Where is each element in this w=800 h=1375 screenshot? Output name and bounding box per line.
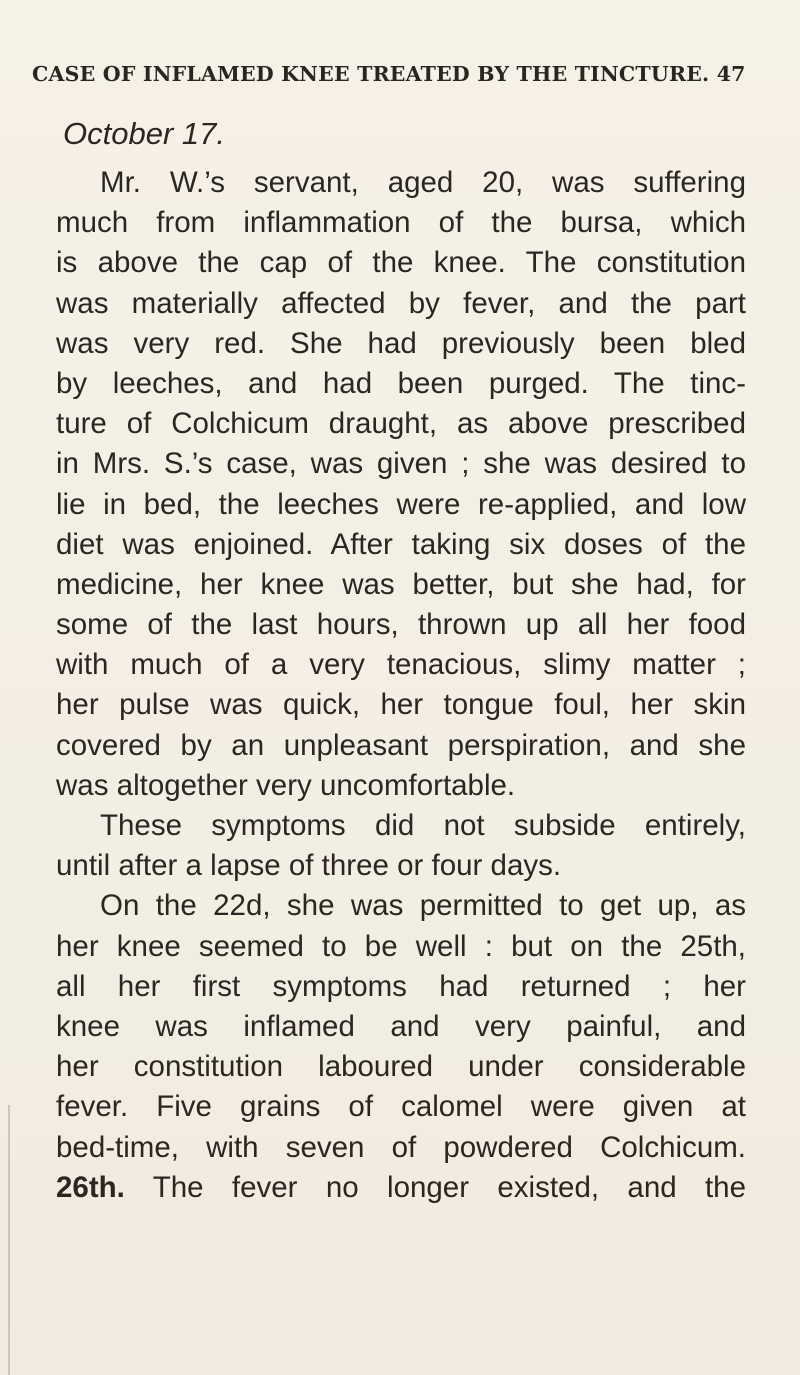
text-line: Mr. W.’s servant, aged 20, was suffering: [100, 166, 746, 199]
text-line: her constitution laboured under considerable: [56, 1050, 746, 1084]
text-line: in Mrs. S.’s case, was given ; she was desired to: [56, 447, 746, 481]
text-line: medicine, her knee was better, but she had, for: [56, 567, 746, 601]
text-line: with much of a very tenacious, slimy matter ;: [56, 648, 746, 682]
final-line-text: The fever no longer existed, and the: [152, 1170, 746, 1204]
date-heading: October 17.: [63, 116, 225, 151]
text-line: fever. Five grains of calomel were given at: [56, 1090, 746, 1124]
text-line: On the 22d, she was permitted to get up, as: [100, 889, 746, 923]
text-line: These symptoms did not subside entirely,: [100, 809, 746, 842]
date-26th: 26th.: [56, 1170, 125, 1204]
text-line: her pulse was quick, her tongue foul, her skin: [56, 688, 746, 722]
body-text: [56, 163, 746, 1208]
text-line: bed-time, with seven of powdered Colchicum.: [56, 1130, 746, 1164]
running-head: CASE OF INFLAMED KNEE TREATED BY THE TINCTURE. 47: [32, 62, 746, 86]
text-line: lie in bed, the leeches were re-applied, and low: [56, 487, 746, 521]
text-line: until after a lapse of three or four days.: [56, 849, 562, 883]
text-line: is above the cap of the knee. The constitution: [56, 246, 746, 280]
text-line: covered by an unpleasant perspiration, and she: [56, 728, 746, 762]
text-line: was very red. She had previously been bled: [56, 326, 746, 360]
text-line: by leeches, and had been purged. The tinc-: [56, 366, 746, 400]
text-line: ture of Colchicum draught, as above prescribed: [56, 407, 746, 441]
text-line: diet was enjoined. After taking six doses of the: [56, 527, 746, 561]
text-line: her knee seemed to be well : but on the 25th,: [56, 929, 746, 963]
text-line: all her first symptoms had returned ; her: [56, 969, 746, 1003]
text-line: much from inflammation of the bursa, which: [56, 206, 746, 240]
text-line: was materially affected by fever, and the part: [56, 286, 746, 320]
text-line-final: [56, 1168, 746, 1208]
text-line: knee was inflamed and very painful, and: [56, 1009, 746, 1043]
text-line: was altogether very uncomfortable.: [56, 768, 516, 802]
page-edge-line: [8, 1105, 10, 1375]
text-line: some of the last hours, thrown up all her food: [56, 608, 746, 642]
